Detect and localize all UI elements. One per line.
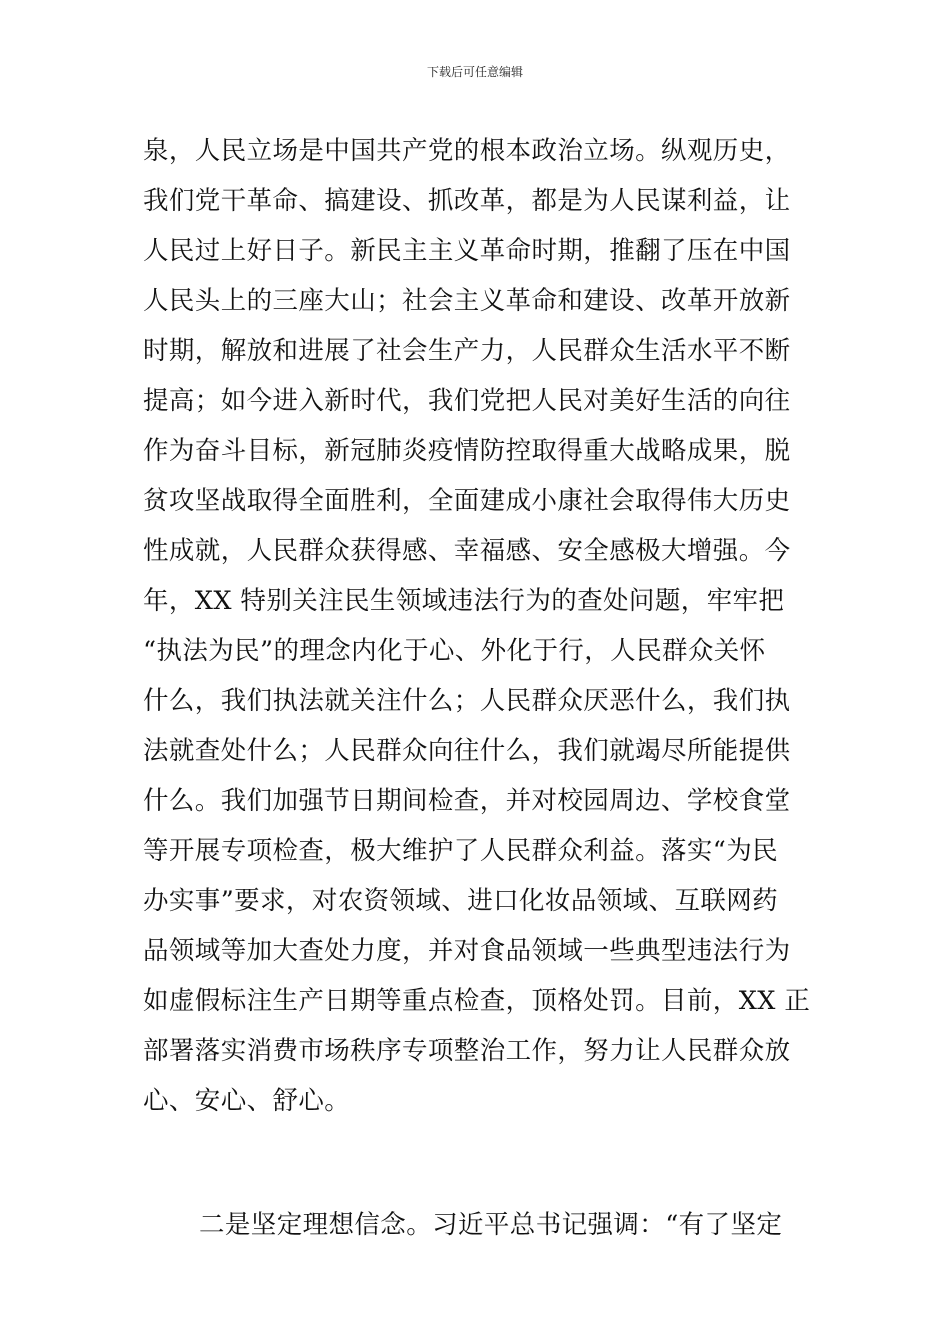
text-line: 作为奋斗目标，新冠肺炎疫情防控取得重大战略成果，脱 xyxy=(143,436,791,466)
text-line: 办实事”要求，对农资领域、进口化妆品领域、互联网药 xyxy=(143,886,779,916)
text-line: 如虚假标注生产日期等重点检查，顶格处罚。目前，XX 正 xyxy=(143,986,811,1016)
paragraph-2 xyxy=(143,1200,813,1250)
text-line: 时期，解放和进展了社会生产力，人民群众生活水平不断 xyxy=(143,336,791,366)
text-line: 二是坚定理想信念。习近平总书记强调：“有了坚定 xyxy=(199,1210,783,1240)
text-line: 人民头上的三座大山；社会主义革命和建设、改革开放新 xyxy=(143,286,791,316)
text-line: 提高；如今进入新时代，我们党把人民对美好生活的向往 xyxy=(143,386,791,416)
text-line: 部署落实消费市场秩序专项整治工作，努力让人民群众放 xyxy=(143,1036,791,1066)
text-line: 贫攻坚战取得全面胜利，全面建成小康社会取得伟大历史 xyxy=(143,486,791,516)
text-line: 什么，我们执法就关注什么；人民群众厌恶什么，我们执 xyxy=(143,686,791,716)
text-line: 泉，人民立场是中国共产党的根本政治立场。纵观历史， xyxy=(143,136,791,166)
text-line: 年，XX 特别关注民生领域违法行为的查处问题，牢牢把 xyxy=(143,586,785,616)
text-line: 心、安心、舒心。 xyxy=(143,1086,351,1116)
text-line: 人民过上好日子。新民主主义革命时期，推翻了压在中国 xyxy=(143,236,791,266)
text-line: 性成就，人民群众获得感、幸福感、安全感极大增强。今 xyxy=(143,536,791,566)
text-line: 品领域等加大查处力度，并对食品领域一些典型违法行为 xyxy=(143,936,791,966)
text-line: 等开展专项检查，极大维护了人民群众利益。落实“为民 xyxy=(143,836,779,866)
paragraph-1 xyxy=(143,126,813,1126)
text-line: 我们党干革命、搞建设、抓改革，都是为人民谋利益，让 xyxy=(143,186,791,216)
page-header-note: 下载后可任意编辑 xyxy=(426,65,523,79)
text-line: 什么。我们加强节日期间检查，并对校园周边、学校食堂 xyxy=(143,786,791,816)
text-line: 法就查处什么；人民群众向往什么，我们就竭尽所能提供 xyxy=(143,736,791,766)
text-line: “执法为民”的理念内化于心、外化于行，人民群众关怀 xyxy=(143,636,766,666)
document-body xyxy=(143,126,813,1250)
paragraph-gap xyxy=(143,1126,813,1200)
